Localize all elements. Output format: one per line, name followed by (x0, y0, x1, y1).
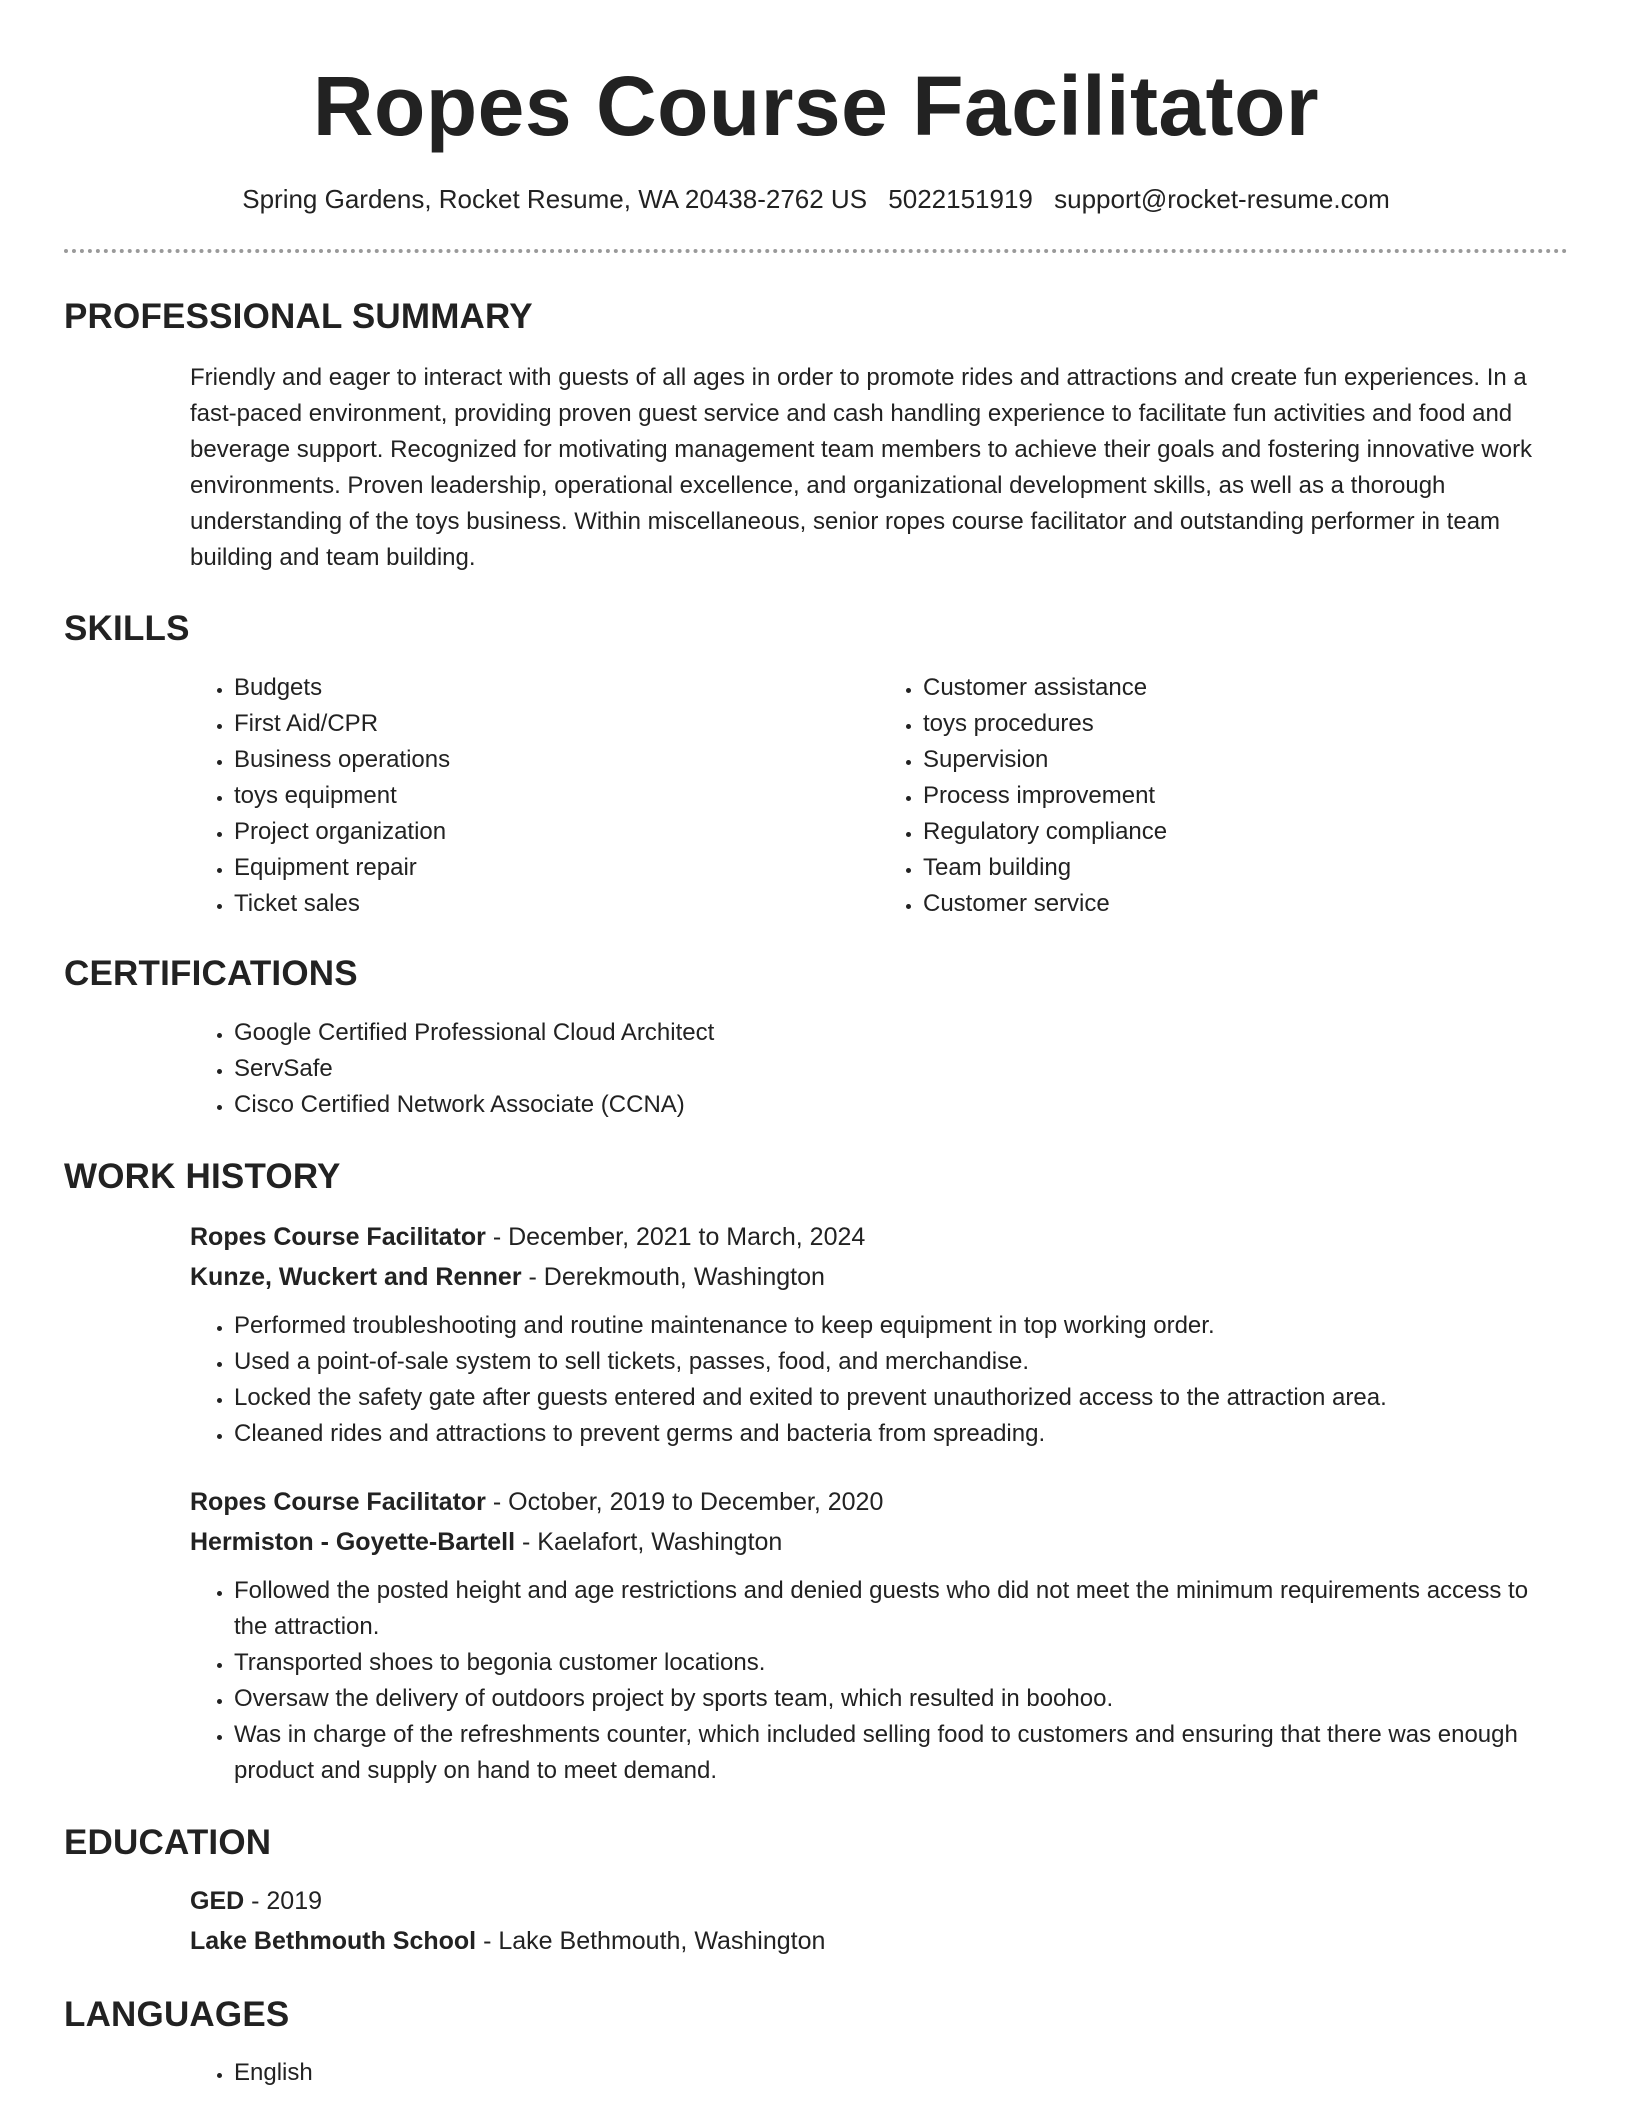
skill-item: • Customer assistance (923, 670, 1568, 706)
skills-column-left (190, 670, 879, 922)
job-company-line (190, 1522, 1568, 1562)
skill-item: • Budgets (234, 670, 879, 706)
contact-line (64, 184, 1568, 215)
skill-item: • Team building (923, 850, 1568, 886)
contact-email: support@rocket-resume.com (1054, 184, 1390, 214)
education-school-line (190, 1921, 1568, 1961)
candidate-name: Ropes Course Facilitator (312, 59, 1320, 153)
skill-item: • Business operations (234, 742, 879, 778)
skills-column-right (879, 670, 1568, 922)
job-dates: - October, 2019 to December, 2020 (485, 1488, 884, 1516)
skill-item: • Equipment repair (234, 850, 879, 886)
job-bullet: • Performed troubleshooting and routine maintenance to keep equipment in top working order. (234, 1308, 1568, 1344)
job-location: - Kaelafort, Washington (515, 1528, 783, 1556)
contact-address: Spring Gardens, Rocket Resume, WA 20438-2762 US (242, 184, 868, 214)
job-title-line (190, 1482, 1568, 1522)
job-bullet: • Used a point-of-sale system to sell tickets, passes, food, and merchandise. (234, 1344, 1568, 1380)
job-role: Ropes Course Facilitator (190, 1488, 486, 1516)
job-role: Ropes Course Facilitator (190, 1223, 486, 1251)
skill-item: • Regulatory compliance (923, 814, 1568, 850)
education-location: - Lake Bethmouth, Washington (476, 1927, 826, 1955)
skill-item: • toys equipment (234, 778, 879, 814)
job-bullets (190, 1573, 1568, 1789)
education-entry (190, 1881, 1568, 1961)
language-item: • English (234, 2055, 1568, 2091)
contact-phone: 5022151919 (888, 184, 1033, 214)
job-bullet: • Cleaned rides and attractions to prevent germs and bacteria from spreading. (234, 1416, 1568, 1452)
job-company: Kunze, Wuckert and Renner (190, 1263, 522, 1291)
work-history-title: WORK HISTORY (64, 1157, 341, 1196)
job-bullets (190, 1308, 1568, 1452)
certifications-bullets (190, 1015, 1568, 1123)
certification-item: • ServSafe (234, 1051, 1568, 1087)
skill-item: • Supervision (923, 742, 1568, 778)
job-dates: - December, 2021 to March, 2024 (485, 1223, 866, 1251)
education-school: Lake Bethmouth School (190, 1927, 477, 1955)
skill-item: • Process improvement (923, 778, 1568, 814)
summary-text: Friendly and eager to interact with guests of all ages in order to promote rides and attractions and create fun experiences. In a fast-paced environment, providing proven guest service and cash handling experience to facilitate fun activities and food and beverage support. Recognized for motivating management team members to achieve their goals and fostering innovative work environments. Proven leadership, operational excellence, and organizational development skills, as well as a thorough understanding of the toys business. Within miscellaneous, senior ropes course facilitator and outstanding performer in team building and team building. (190, 364, 1533, 571)
skill-item: • Ticket sales (234, 886, 879, 922)
certifications-list (190, 1015, 1568, 1123)
job-entry (190, 1217, 1568, 1452)
languages-list (190, 2055, 1568, 2091)
certification-item: • Cisco Certified Network Associate (CCNA) (234, 1087, 1568, 1123)
education-title: EDUCATION (64, 1823, 272, 1862)
job-bullet: • Followed the posted height and age restrictions and denied guests who did not meet the minimum requirements access to the attraction. (234, 1573, 1568, 1645)
education-degree: GED (190, 1887, 245, 1915)
education-degree-line (190, 1881, 1568, 1921)
job-company-line (190, 1257, 1568, 1297)
job-bullet: • Oversaw the delivery of outdoors project by sports team, which resulted in boohoo. (234, 1681, 1568, 1717)
skill-item: • First Aid/CPR (234, 706, 879, 742)
job-title-line (190, 1217, 1568, 1257)
skill-item: • Customer service (923, 886, 1568, 922)
job-entry (190, 1482, 1568, 1789)
certifications-title: CERTIFICATIONS (64, 954, 358, 993)
job-location: - Derekmouth, Washington (521, 1263, 825, 1291)
summary-title: PROFESSIONAL SUMMARY (64, 297, 533, 336)
header-divider (64, 249, 1568, 253)
certification-item: • Google Certified Professional Cloud Architect (234, 1015, 1568, 1051)
skills-title: SKILLS (64, 609, 190, 648)
skills-list (190, 670, 1568, 922)
job-company: Hermiston - Goyette-Bartell (190, 1528, 516, 1556)
job-bullet: • Locked the safety gate after guests entered and exited to prevent unauthorized access to the attraction area. (234, 1380, 1568, 1416)
education-year: - 2019 (244, 1887, 323, 1915)
job-bullet: • Transported shoes to begonia customer locations. (234, 1645, 1568, 1681)
languages-bullets (190, 2055, 1568, 2091)
skill-item: • Project organization (234, 814, 879, 850)
skill-item: • toys procedures (923, 706, 1568, 742)
languages-title: LANGUAGES (64, 1995, 290, 2034)
job-bullet: • Was in charge of the refreshments counter, which included selling food to customers and ensuring that there was enough product and supply on hand to meet demand. (234, 1717, 1568, 1789)
